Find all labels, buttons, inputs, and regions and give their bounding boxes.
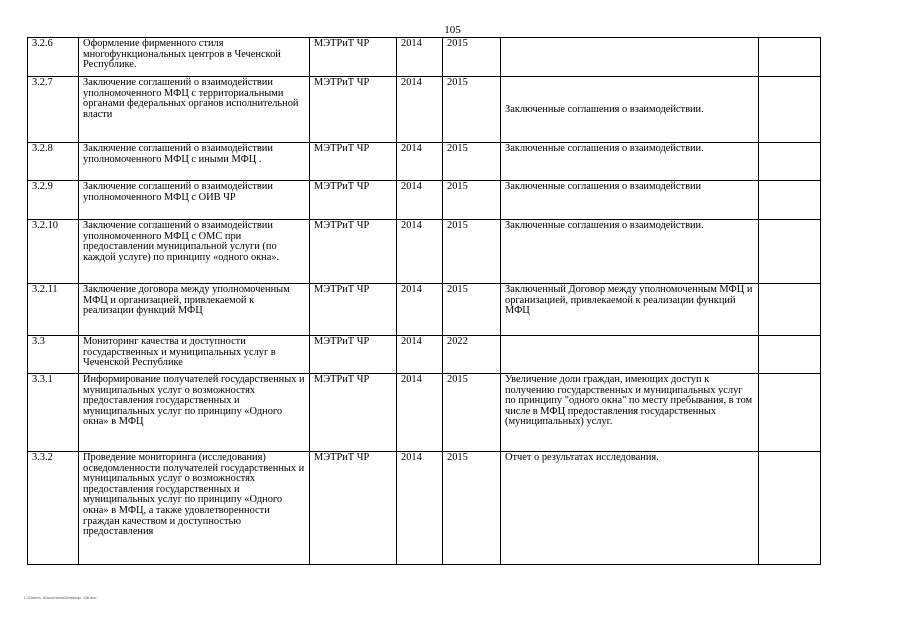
cell-responsible: МЭТРиТ ЧР [310, 77, 397, 143]
cell-end-year: 2015 [443, 77, 501, 143]
cell-end-year: 2015 [443, 181, 501, 220]
cell-number: 3.2.6 [28, 38, 79, 77]
cell-number: 3.3.1 [28, 374, 79, 452]
cell-activity: Заключение соглашений о взаимодействии уполномоченного МФЦ с ОМС при предоставлении муниципальной услуги (по каждой услуге) по принципу «одного окна». [79, 220, 310, 284]
cell-start-year: 2014 [397, 374, 443, 452]
cell-activity: Заключение соглашений о взаимодействии уполномоченного МФЦ с ОИВ ЧР [79, 181, 310, 220]
cell-activity: Оформление фирменного стиля многофункциональных центров в Чеченской Республике. [79, 38, 310, 77]
cell-activity: Проведение мониторинга (исследования) осведомленности получателей государственных и муниципальных услуг о возможностях предоставления государственных и муниципальных услуг по принципу «Одного окна» в МФЦ, а также удовлетворенности граждан качеством и доступностью предоставления [79, 452, 310, 565]
page-number: 105 [444, 24, 461, 36]
cell-start-year: 2014 [397, 143, 443, 181]
cell-number: 3.2.11 [28, 284, 79, 336]
cell-end-year: 2015 [443, 38, 501, 77]
action-plan-table [27, 37, 821, 565]
cell-extra [759, 38, 821, 77]
cell-extra [759, 374, 821, 452]
cell-start-year: 2014 [397, 220, 443, 284]
cell-number: 3.2.8 [28, 143, 79, 181]
cell-responsible: МЭТРиТ ЧР [310, 181, 397, 220]
table-row [28, 284, 821, 336]
table-row [28, 452, 821, 565]
cell-activity: Заключение договора между уполномоченным МФЦ и организацией, привлекаемой к реализации функций МФЦ [79, 284, 310, 336]
cell-activity: Мониторинг качества и доступности государственных и муниципальных услуг в Чеченской Республике [79, 336, 310, 374]
cell-start-year: 2014 [397, 181, 443, 220]
cell-result: Заключенные соглашения о взаимодействии. [501, 220, 759, 284]
cell-end-year: 2015 [443, 452, 501, 565]
cell-responsible: МЭТРиТ ЧР [310, 284, 397, 336]
cell-start-year: 2014 [397, 452, 443, 565]
cell-extra [759, 336, 821, 374]
cell-number: 3.2.7 [28, 77, 79, 143]
cell-extra [759, 220, 821, 284]
cell-end-year: 2015 [443, 143, 501, 181]
cell-start-year: 2014 [397, 77, 443, 143]
cell-end-year: 2015 [443, 374, 501, 452]
cell-activity: Информирование получателей государственных и муниципальных услуг о возможностях предоставления государственных и муниципальных услуг по принципу «Одного окна» в МФЦ [79, 374, 310, 452]
result-text: Заключенные соглашения о взаимодействии. [505, 103, 704, 115]
cell-result [501, 336, 759, 374]
cell-end-year: 2022 [443, 336, 501, 374]
cell-responsible: МЭТРиТ ЧР [310, 374, 397, 452]
cell-number: 3.2.10 [28, 220, 79, 284]
cell-end-year: 2015 [443, 220, 501, 284]
cell-number: 3.2.9 [28, 181, 79, 220]
cell-activity: Заключение соглашений о взаимодействии уполномоченного МФЦ с территориальными органами федеральных органов исполнительной власти [79, 77, 310, 143]
cell-result: Заключенные соглашения о взаимодействии [501, 181, 759, 220]
cell-start-year: 2014 [397, 284, 443, 336]
cell-result: Увеличение доли граждан, имеющих доступ к получению государственных и муниципальных услуг по принципу "одного окна" по месту пребывания, в том числе в МФЦ предоставления государственных (муниципальных) услуг. [501, 374, 759, 452]
cell-result: Отчет о результатах исследования. [501, 452, 759, 565]
table-row [28, 181, 821, 220]
cell-result [501, 77, 759, 143]
cell-responsible: МЭТРиТ ЧР [310, 452, 397, 565]
cell-result: Заключенный Договор между уполномоченным МФЦ и организацией, привлекаемой к реализации функций МФЦ [501, 284, 759, 336]
cell-result: Заключенные соглашения о взаимодействии. [501, 143, 759, 181]
table-row [28, 143, 821, 181]
cell-start-year: 2014 [397, 38, 443, 77]
cell-number: 3.3.2 [28, 452, 79, 565]
table-row [28, 336, 821, 374]
cell-extra [759, 452, 821, 565]
cell-responsible: МЭТРиТ ЧР [310, 336, 397, 374]
cell-start-year: 2014 [397, 336, 443, 374]
cell-extra [759, 181, 821, 220]
cell-extra [759, 143, 821, 181]
table-row [28, 220, 821, 284]
table-row [28, 77, 821, 143]
cell-end-year: 2015 [443, 284, 501, 336]
cell-extra [759, 284, 821, 336]
cell-responsible: МЭТРиТ ЧР [310, 38, 397, 77]
cell-result [501, 38, 759, 77]
table-row [28, 374, 821, 452]
table-row [28, 38, 821, 77]
cell-extra [759, 77, 821, 143]
cell-activity: Заключение соглашений о взаимодействии уполномоченного МФЦ с иными МФЦ . [79, 143, 310, 181]
cell-number: 3.3 [28, 336, 79, 374]
cell-responsible: МЭТРиТ ЧР [310, 220, 397, 284]
cell-responsible: МЭТРиТ ЧР [310, 143, 397, 181]
footer-file-path: C:\Users\..\Documents\Desktop\..\06.doc [24, 595, 97, 600]
